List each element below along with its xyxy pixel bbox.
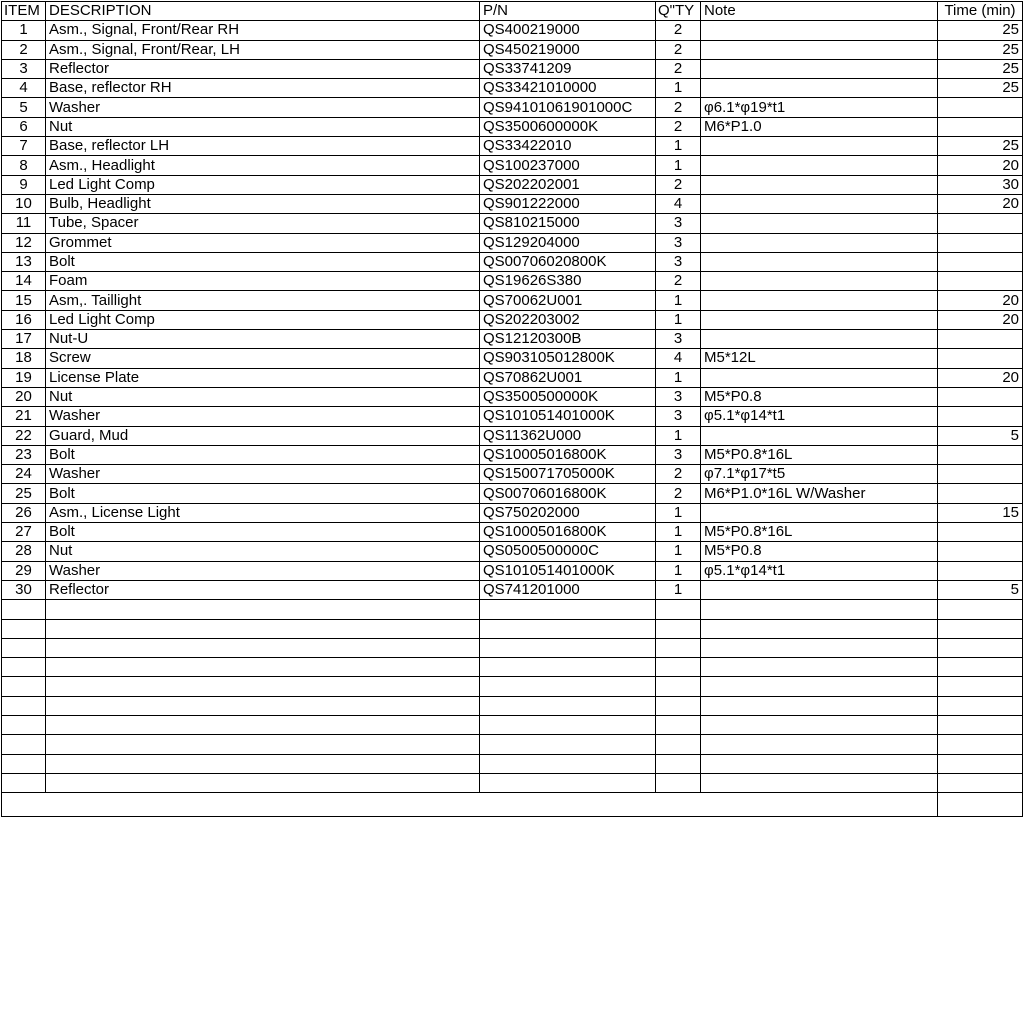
cell-description: Guard, Mud [46, 426, 480, 445]
cell-pn: QS10005016800K [480, 445, 656, 464]
cell-qty: 2 [656, 484, 701, 503]
cell-note [701, 580, 938, 599]
cell-pn: QS33421010000 [480, 79, 656, 98]
cell-item: 13 [2, 252, 46, 271]
cell-pn: QS202202001 [480, 175, 656, 194]
cell-note [701, 40, 938, 59]
cell-note: φ5.1*φ14*t1 [701, 407, 938, 426]
cell-qty: 3 [656, 330, 701, 349]
cell-qty: 1 [656, 79, 701, 98]
blank-row [2, 658, 1023, 677]
cell-item: 15 [2, 291, 46, 310]
parts-body [2, 21, 1023, 793]
blank-cell [938, 619, 1023, 638]
blank-cell [656, 696, 701, 715]
header-note: Note [701, 2, 938, 21]
parts-table [1, 1, 1023, 817]
table-row [2, 117, 1023, 136]
blank-cell [2, 754, 46, 773]
table-row [2, 21, 1023, 40]
blank-cell [938, 600, 1023, 619]
cell-description: Bolt [46, 523, 480, 542]
blank-cell [656, 638, 701, 657]
blank-cell [46, 677, 480, 696]
cell-description: Asm., Headlight [46, 156, 480, 175]
cell-pn: QS101051401000K [480, 561, 656, 580]
parts-list-sheet [1, 1, 1022, 817]
blank-cell [2, 773, 46, 792]
blank-cell [480, 696, 656, 715]
cell-description: Bolt [46, 484, 480, 503]
blank-cell [938, 715, 1023, 734]
cell-time [938, 330, 1023, 349]
cell-note [701, 291, 938, 310]
cell-pn: QS400219000 [480, 21, 656, 40]
cell-note [701, 59, 938, 78]
blank-cell [480, 677, 656, 696]
blank-cell [2, 600, 46, 619]
table-row [2, 175, 1023, 194]
cell-note [701, 175, 938, 194]
cell-description: Asm., Signal, Front/Rear, LH [46, 40, 480, 59]
cell-qty: 1 [656, 580, 701, 599]
blank-cell [701, 600, 938, 619]
cell-item: 28 [2, 542, 46, 561]
cell-note [701, 252, 938, 271]
cell-qty: 2 [656, 40, 701, 59]
cell-note [701, 214, 938, 233]
cell-time: 5 [938, 426, 1023, 445]
cell-item: 7 [2, 137, 46, 156]
cell-item: 29 [2, 561, 46, 580]
cell-pn: QS3500500000K [480, 387, 656, 406]
cell-qty: 1 [656, 156, 701, 175]
blank-cell [480, 638, 656, 657]
header-time: Time (min) [938, 2, 1023, 21]
blank-cell [701, 658, 938, 677]
cell-qty: 1 [656, 523, 701, 542]
table-row [2, 156, 1023, 175]
footer-time-total [938, 793, 1023, 817]
cell-time: 20 [938, 310, 1023, 329]
cell-pn: QS3500600000K [480, 117, 656, 136]
blank-cell [656, 773, 701, 792]
cell-qty: 1 [656, 368, 701, 387]
cell-qty: 3 [656, 407, 701, 426]
table-row [2, 542, 1023, 561]
cell-description: Base, reflector RH [46, 79, 480, 98]
cell-time [938, 214, 1023, 233]
cell-description: License Plate [46, 368, 480, 387]
cell-note: M6*P1.0 [701, 117, 938, 136]
blank-cell [656, 600, 701, 619]
blank-row [2, 735, 1023, 754]
cell-item: 17 [2, 330, 46, 349]
blank-row [2, 715, 1023, 734]
cell-pn: QS33741209 [480, 59, 656, 78]
blank-row [2, 677, 1023, 696]
blank-cell [656, 658, 701, 677]
cell-time: 25 [938, 79, 1023, 98]
blank-cell [2, 696, 46, 715]
table-row [2, 291, 1023, 310]
cell-item: 18 [2, 349, 46, 368]
cell-qty: 1 [656, 291, 701, 310]
cell-description: Nut [46, 387, 480, 406]
cell-time [938, 252, 1023, 271]
cell-pn: QS810215000 [480, 214, 656, 233]
blank-cell [701, 619, 938, 638]
blank-row [2, 696, 1023, 715]
blank-cell [2, 715, 46, 734]
cell-pn: QS00706016800K [480, 484, 656, 503]
blank-cell [656, 619, 701, 638]
cell-pn: QS94101061901000C [480, 98, 656, 117]
cell-pn: QS150071705000K [480, 465, 656, 484]
header-item: ITEM [2, 2, 46, 21]
blank-row [2, 600, 1023, 619]
blank-cell [938, 754, 1023, 773]
cell-time: 25 [938, 137, 1023, 156]
cell-time: 20 [938, 156, 1023, 175]
cell-time [938, 349, 1023, 368]
blank-cell [480, 658, 656, 677]
blank-cell [938, 773, 1023, 792]
cell-qty: 2 [656, 465, 701, 484]
table-row [2, 426, 1023, 445]
cell-pn: QS450219000 [480, 40, 656, 59]
cell-time [938, 561, 1023, 580]
cell-pn: QS11362U000 [480, 426, 656, 445]
cell-note [701, 156, 938, 175]
cell-item: 23 [2, 445, 46, 464]
cell-time: 20 [938, 194, 1023, 213]
cell-qty: 2 [656, 21, 701, 40]
cell-description: Tube, Spacer [46, 214, 480, 233]
table-row [2, 465, 1023, 484]
blank-cell [938, 638, 1023, 657]
blank-row [2, 773, 1023, 792]
cell-pn: QS741201000 [480, 580, 656, 599]
blank-cell [2, 638, 46, 657]
cell-description: Reflector [46, 59, 480, 78]
table-row [2, 330, 1023, 349]
table-row [2, 523, 1023, 542]
cell-time: 5 [938, 580, 1023, 599]
blank-row [2, 619, 1023, 638]
blank-cell [46, 715, 480, 734]
cell-note: φ7.1*φ17*t5 [701, 465, 938, 484]
table-row [2, 407, 1023, 426]
cell-item: 2 [2, 40, 46, 59]
cell-qty: 1 [656, 542, 701, 561]
footer-left-cell [2, 793, 938, 817]
cell-qty: 2 [656, 59, 701, 78]
cell-qty: 2 [656, 117, 701, 136]
cell-description: Asm., License Light [46, 503, 480, 522]
cell-pn: QS0500500000C [480, 542, 656, 561]
cell-description: Nut [46, 542, 480, 561]
cell-note: M6*P1.0*16L W/Washer [701, 484, 938, 503]
cell-qty: 2 [656, 98, 701, 117]
blank-row [2, 638, 1023, 657]
cell-item: 9 [2, 175, 46, 194]
table-row [2, 580, 1023, 599]
blank-cell [656, 754, 701, 773]
cell-time [938, 98, 1023, 117]
cell-qty: 1 [656, 561, 701, 580]
cell-description: Washer [46, 98, 480, 117]
cell-time [938, 484, 1023, 503]
blank-row [2, 754, 1023, 773]
cell-qty: 2 [656, 175, 701, 194]
blank-cell [2, 677, 46, 696]
blank-cell [2, 658, 46, 677]
cell-description: Foam [46, 272, 480, 291]
cell-time [938, 523, 1023, 542]
blank-cell [938, 735, 1023, 754]
cell-pn: QS202203002 [480, 310, 656, 329]
blank-cell [46, 696, 480, 715]
cell-description: Reflector [46, 580, 480, 599]
table-row [2, 387, 1023, 406]
cell-item: 30 [2, 580, 46, 599]
table-row [2, 503, 1023, 522]
table-row [2, 484, 1023, 503]
blank-cell [2, 619, 46, 638]
cell-qty: 3 [656, 445, 701, 464]
cell-qty: 3 [656, 252, 701, 271]
table-row [2, 349, 1023, 368]
table-row [2, 59, 1023, 78]
blank-cell [938, 658, 1023, 677]
cell-note [701, 233, 938, 252]
blank-cell [701, 773, 938, 792]
table-row [2, 310, 1023, 329]
cell-pn: QS12120300B [480, 330, 656, 349]
cell-qty: 1 [656, 310, 701, 329]
blank-cell [46, 619, 480, 638]
blank-cell [938, 677, 1023, 696]
cell-time [938, 445, 1023, 464]
blank-cell [701, 638, 938, 657]
cell-item: 19 [2, 368, 46, 387]
cell-note: M5*P0.8*16L [701, 445, 938, 464]
blank-cell [480, 600, 656, 619]
cell-note [701, 503, 938, 522]
blank-cell [46, 638, 480, 657]
blank-cell [46, 754, 480, 773]
cell-note: M5*12L [701, 349, 938, 368]
table-row [2, 445, 1023, 464]
cell-description: Washer [46, 407, 480, 426]
cell-time [938, 542, 1023, 561]
cell-pn: QS70062U001 [480, 291, 656, 310]
cell-note: φ5.1*φ14*t1 [701, 561, 938, 580]
cell-item: 26 [2, 503, 46, 522]
blank-cell [46, 600, 480, 619]
blank-cell [480, 754, 656, 773]
cell-time: 25 [938, 59, 1023, 78]
cell-qty: 3 [656, 214, 701, 233]
table-row [2, 194, 1023, 213]
cell-note [701, 310, 938, 329]
cell-qty: 1 [656, 503, 701, 522]
cell-description: Bolt [46, 445, 480, 464]
blank-cell [656, 735, 701, 754]
blank-cell [701, 715, 938, 734]
cell-note [701, 21, 938, 40]
footer-row [2, 793, 1023, 817]
cell-time: 20 [938, 368, 1023, 387]
table-row [2, 233, 1023, 252]
cell-description: Nut-U [46, 330, 480, 349]
cell-description: Nut [46, 117, 480, 136]
cell-pn: QS903105012800K [480, 349, 656, 368]
cell-qty: 1 [656, 137, 701, 156]
table-row [2, 137, 1023, 156]
cell-description: Led Light Comp [46, 175, 480, 194]
cell-time [938, 407, 1023, 426]
header-row [2, 2, 1023, 21]
table-row [2, 98, 1023, 117]
cell-item: 12 [2, 233, 46, 252]
table-row [2, 252, 1023, 271]
cell-time: 25 [938, 21, 1023, 40]
cell-pn: QS19626S380 [480, 272, 656, 291]
blank-cell [701, 754, 938, 773]
table-row [2, 272, 1023, 291]
cell-time [938, 233, 1023, 252]
cell-item: 22 [2, 426, 46, 445]
blank-cell [656, 677, 701, 696]
cell-note [701, 368, 938, 387]
cell-item: 24 [2, 465, 46, 484]
cell-pn: QS101051401000K [480, 407, 656, 426]
table-row [2, 561, 1023, 580]
cell-note [701, 272, 938, 291]
cell-note: M5*P0.8 [701, 542, 938, 561]
table-row [2, 214, 1023, 233]
cell-pn: QS100237000 [480, 156, 656, 175]
blank-cell [938, 696, 1023, 715]
cell-pn: QS70862U001 [480, 368, 656, 387]
blank-cell [2, 735, 46, 754]
cell-item: 8 [2, 156, 46, 175]
table-row [2, 79, 1023, 98]
cell-qty: 3 [656, 233, 701, 252]
blank-cell [701, 677, 938, 696]
blank-cell [701, 696, 938, 715]
header-qty: Q"TY [656, 2, 701, 21]
cell-note: M5*P0.8 [701, 387, 938, 406]
table-row [2, 368, 1023, 387]
cell-description: Bolt [46, 252, 480, 271]
cell-pn: QS129204000 [480, 233, 656, 252]
cell-time: 15 [938, 503, 1023, 522]
cell-pn: QS33422010 [480, 137, 656, 156]
cell-qty: 3 [656, 387, 701, 406]
cell-description: Asm,. Taillight [46, 291, 480, 310]
cell-time: 30 [938, 175, 1023, 194]
cell-item: 21 [2, 407, 46, 426]
cell-item: 20 [2, 387, 46, 406]
cell-pn: QS00706020800K [480, 252, 656, 271]
cell-item: 25 [2, 484, 46, 503]
cell-note [701, 426, 938, 445]
cell-note [701, 194, 938, 213]
cell-pn: QS901222000 [480, 194, 656, 213]
blank-cell [46, 735, 480, 754]
header-pn: P/N [480, 2, 656, 21]
cell-item: 6 [2, 117, 46, 136]
cell-pn: QS10005016800K [480, 523, 656, 542]
cell-description: Asm., Signal, Front/Rear RH [46, 21, 480, 40]
cell-item: 3 [2, 59, 46, 78]
blank-cell [480, 715, 656, 734]
blank-cell [480, 735, 656, 754]
cell-item: 10 [2, 194, 46, 213]
blank-cell [46, 658, 480, 677]
cell-qty: 4 [656, 349, 701, 368]
cell-item: 16 [2, 310, 46, 329]
cell-item: 11 [2, 214, 46, 233]
header-description: DESCRIPTION [46, 2, 480, 21]
cell-item: 1 [2, 21, 46, 40]
cell-description: Led Light Comp [46, 310, 480, 329]
cell-qty: 2 [656, 272, 701, 291]
cell-description: Base, reflector LH [46, 137, 480, 156]
cell-note: φ6.1*φ19*t1 [701, 98, 938, 117]
cell-item: 5 [2, 98, 46, 117]
blank-cell [480, 773, 656, 792]
cell-note [701, 79, 938, 98]
cell-item: 27 [2, 523, 46, 542]
cell-description: Washer [46, 465, 480, 484]
cell-description: Bulb, Headlight [46, 194, 480, 213]
blank-cell [656, 715, 701, 734]
cell-qty: 4 [656, 194, 701, 213]
cell-time [938, 117, 1023, 136]
table-row [2, 40, 1023, 59]
cell-note [701, 330, 938, 349]
cell-qty: 1 [656, 426, 701, 445]
cell-description: Screw [46, 349, 480, 368]
cell-note [701, 137, 938, 156]
cell-pn: QS750202000 [480, 503, 656, 522]
cell-time: 20 [938, 291, 1023, 310]
cell-time: 25 [938, 40, 1023, 59]
cell-description: Washer [46, 561, 480, 580]
blank-cell [46, 773, 480, 792]
cell-time [938, 272, 1023, 291]
cell-time [938, 465, 1023, 484]
cell-description: Grommet [46, 233, 480, 252]
cell-item: 4 [2, 79, 46, 98]
blank-cell [480, 619, 656, 638]
cell-note: M5*P0.8*16L [701, 523, 938, 542]
blank-cell [701, 735, 938, 754]
cell-item: 14 [2, 272, 46, 291]
cell-time [938, 387, 1023, 406]
